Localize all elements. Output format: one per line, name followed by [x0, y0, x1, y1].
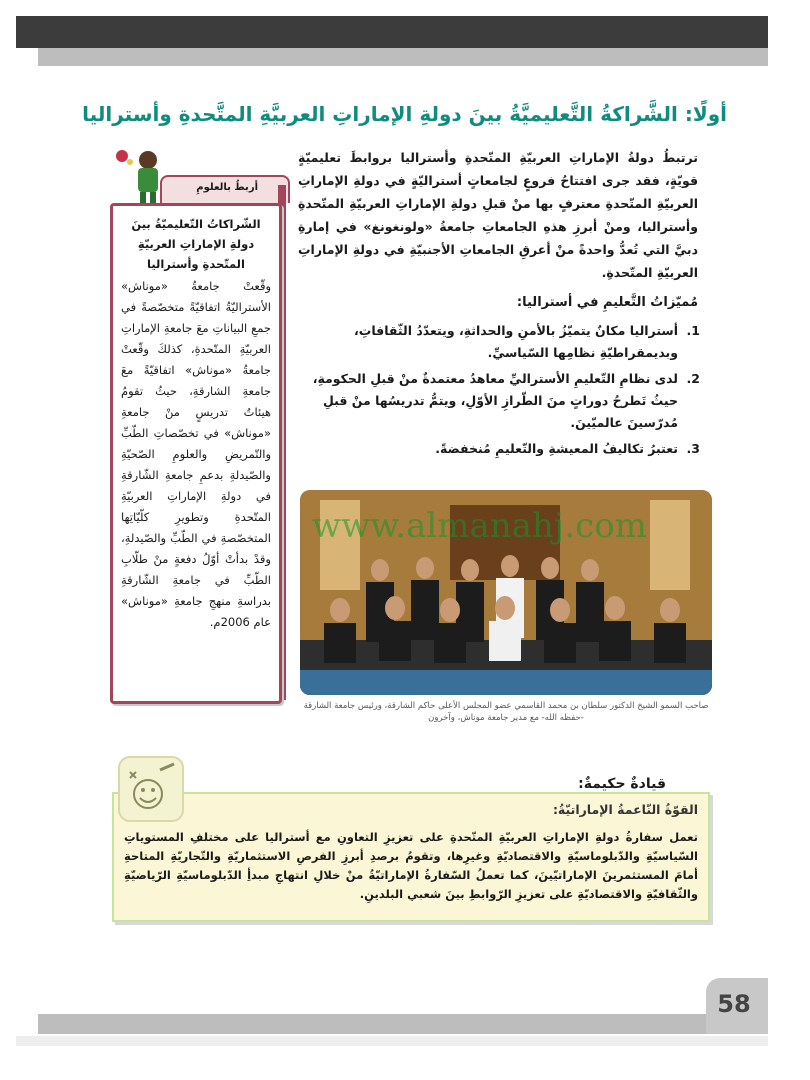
list-item-text: تعتبرُ تكاليفُ المعيشةِ والتّعليمِ مُنخفضةً.: [435, 441, 678, 456]
leadership-body: تعمل سفارةُ دولةِ الإماراتِ العربيّةِ المتّحدةِ على تعزيزِ التعاونِ مع أستراليا على مختلفِ المستوياتِ السّياسيّةِ والدّبلوماسيّةِ والاقتصاديّةِ وغيرِها، وتقومُ برصدِ أبرزِ الفرصِ الاستثماريّةِ والتّجاريّةِ المتاحةِ أمامَ المستثمرينَ الإماراتيّينَ، كما تعملُ السّفارةُ الإماراتيّةُ منْ خلالِ انتهاجِ مبدأِ الدّبلوماسيّةِ الرّياضيّةِ والثّقافيّةِ والاقتصاديّةِ على تعزيزِ الرّوابطِ بينَ شعبي البلدينِ.: [124, 830, 698, 901]
list-item-number: 2.: [686, 371, 700, 386]
footer-grey-band: [38, 1014, 706, 1034]
group-photo-illustration: [300, 490, 712, 695]
photo-caption: صاحب السمو الشيخ الدكتور سلطان بن محمد القاسمي عضو المجلس الأعلى حاكم الشارقة، ورئيس جامعة الشارقة -حفظه الله- مع مدير جامعة موناش، وآخرون: [303, 701, 709, 723]
features-list: [296, 320, 700, 464]
sidebar-body: وقّعتْ جامعةُ «موناش» الأستراليّةُ اتفاقيّةً متخصّصةً في جمعِ البياناتِ معَ جامعةِ الإماراتِ العربيّةِ المتّحدةِ، كذلكَ وقّعتْ جامعةُ «موناش» اتفاقيّةً معَ جامعةِ الشارقةِ، حيثُ تقومُ هيئاتُ تدريسٍ منْ جامعةِ «موناش» في تخصّصاتِ الطّبِّ والتّمريضِ والعلومِ الصّحيّةِ والصّيدلةِ بدعمِ جامعةِ الشّارقةِ في دولةِ الإماراتِ العربيّةِ المتّحدةِ وتطويرِ كلّيّاتِها المتخصّصةِ في الطّبِّ والصّيدلةِ، وقدْ بدأتْ أوّلُ دفعةٍ منْ طلّابِ الطّبِّ في جامعةِ الشّارقةِ بدراسةِ منهجِ جامعةِ «موناش» عام 2006م.: [121, 279, 271, 629]
leadership-box: [112, 792, 710, 922]
smiley-writing-graphic: [120, 758, 182, 820]
list-item-number: 1.: [686, 323, 700, 338]
leadership-subheading: القوّةُ النّاعمةُ الإماراتيّةُ:: [552, 802, 698, 817]
section-title: أولًا: الشَّراكةُ التَّعليميَّةُ بينَ دولةِ الإماراتِ العربيَّةِ المتَّحدةِ وأستراليا: [82, 102, 727, 126]
intro-paragraph: ترتبطُ دولةُ الإماراتِ العربيّةِ المتّحدةِ وأستراليا بروابطَ تعليميّةٍ قويّةٍ، فقد جرى افتتاحُ فروعٍ لجامعاتٍ أستراليّةٍ في دولةِ الإماراتِ العربيّةِ المتّحدةِ معترفٍ بها منْ قبلِ دولةِ الإماراتِ العربيّةِ المتّحدةِ وأستراليا، ومنْ أبرزِ هذهِ الجامعاتِ جامعةُ «ولونغونغ» في إمارةِ دبيَّ التي تُعدُّ واحدةً منْ أعرقِ الجامعاتِ الأجنبيّةِ في دولةِ الإماراتِ العربيّةِ المتّحدةِ.: [298, 150, 698, 280]
sidebar-title: الشّراكاتُ التّعليميّةُ بينَ دولةِ الإماراتِ العربيّةِ المتّحدةِ وأستراليا: [131, 217, 261, 271]
list-item: [296, 320, 700, 364]
group-photo: [300, 490, 712, 695]
sidebar-box: [110, 203, 282, 704]
leadership-heading: قيادةٌ حكيمةٌ:: [578, 776, 666, 792]
sidebar-tab-label: أربطُ بالعلومِ: [196, 182, 258, 193]
features-heading: مُميّزاتُ التَّعليمِ في أستراليا:: [516, 295, 698, 310]
list-item-number: 3.: [686, 441, 700, 456]
watermark-text: www.almanahj.com: [312, 506, 647, 546]
smiley-writing-icon: [118, 756, 184, 822]
list-item-text: أستراليا مكانٌ يتميّزُ بالأمنِ والحداثةِ، ويتعدّدُ الثّقافاتِ، وبديمقراطيّةِ نظامِها السّياسيِّ.: [354, 323, 678, 360]
top-grey-band: [38, 48, 768, 66]
list-item: [296, 368, 700, 434]
list-item-text: لدى نظامِ التّعليمِ الأستراليِّ معاهدُ معتمدةٌ منْ قبلِ الحكومةِ، حيثُ تَطرحُ دوراتٍ منَ الطّرازِ الأوّلِ، ويتمُّ تدريسُها منْ قبلِ مُدرّسينَ عالميّينَ.: [312, 371, 678, 430]
top-header-bar: [16, 16, 768, 48]
footer-line: [16, 1036, 768, 1046]
list-item: [296, 438, 700, 460]
page-number: 58: [717, 990, 751, 1018]
sidebar-tab: [160, 175, 290, 203]
